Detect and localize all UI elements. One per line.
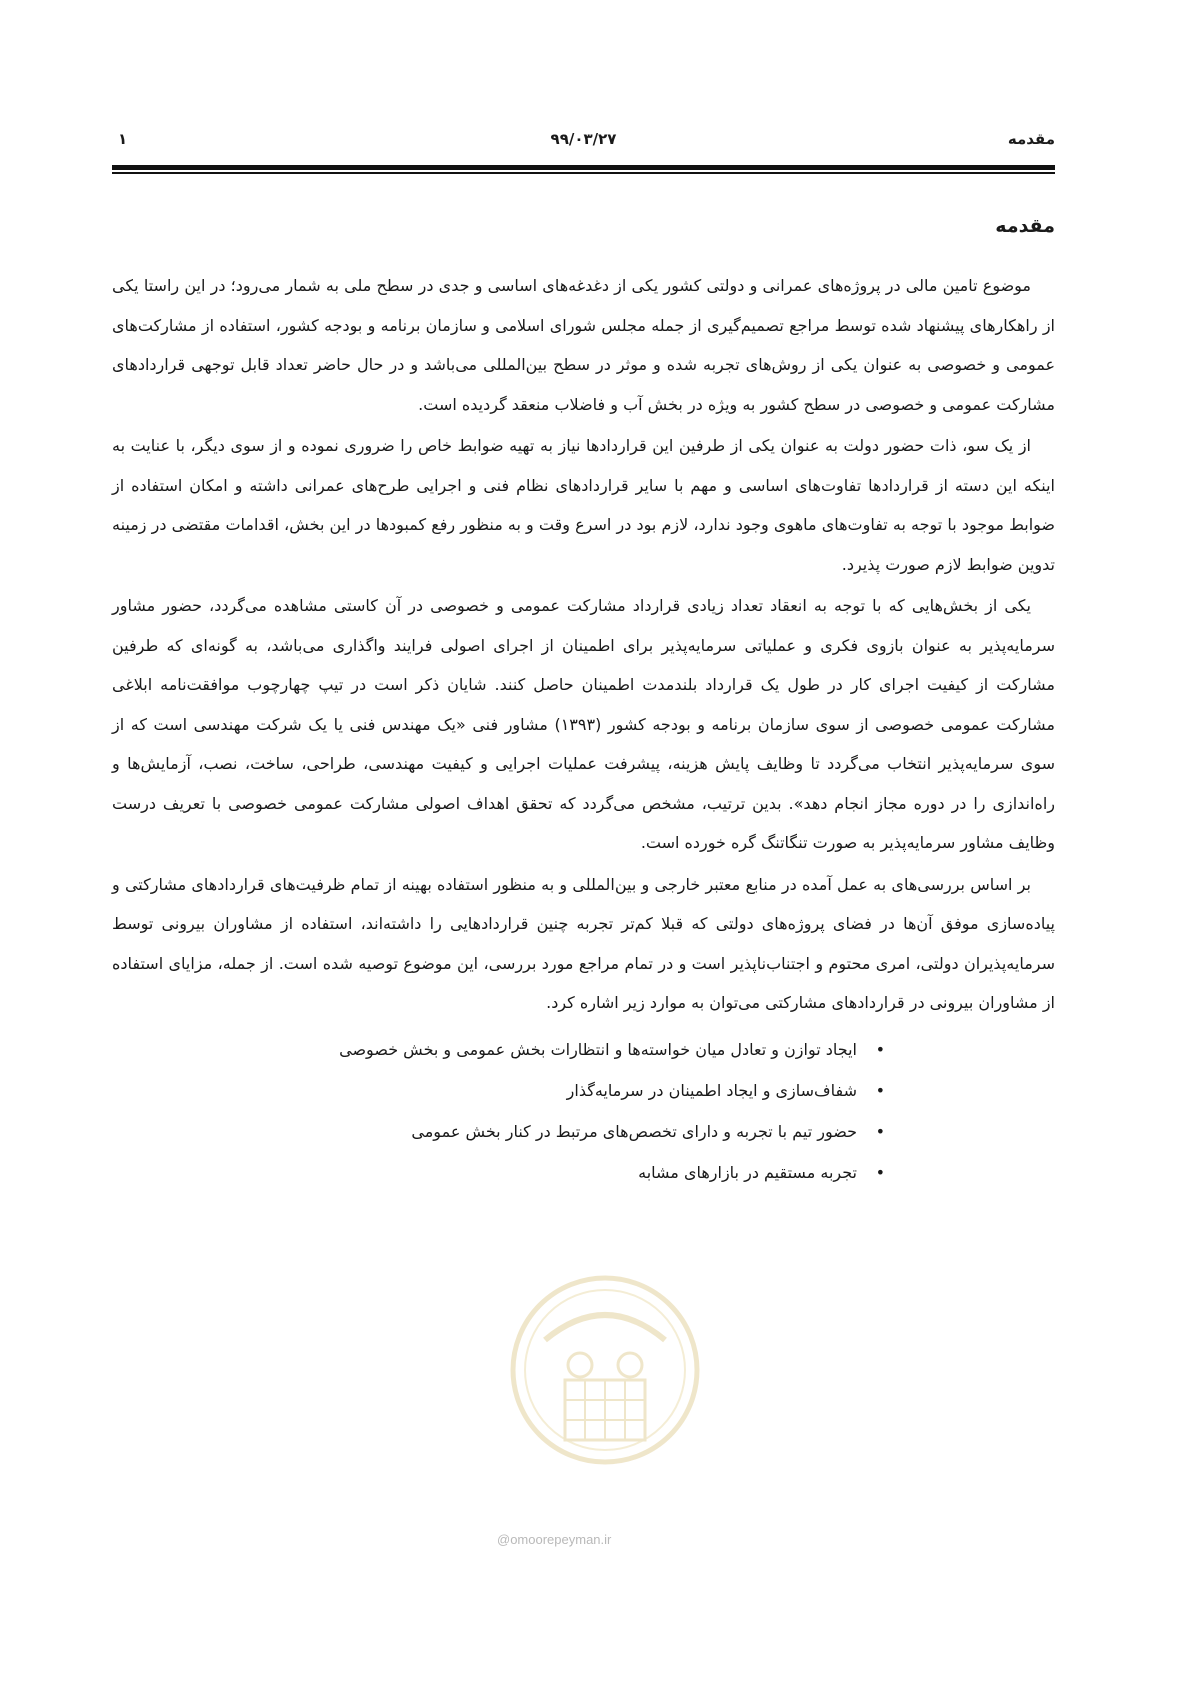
seal-logo-icon — [505, 1270, 705, 1480]
list-item-text: تجربه مستقیم در بازارهای مشابه — [638, 1162, 857, 1182]
header-date: ۹۹/۰۳/۲۷ — [550, 130, 617, 148]
header-page-number: ۱ — [118, 130, 128, 148]
paragraph: بر اساس بررسی‌های به عمل آمده در منابع معتبر خارجی و بین‌المللی و به منظور استفاده بهینه از تمام ظرفیت‌های قراردادهای مشارکتی و پیاده‌سازی موفق آن‌ها در فضای پروژه‌های دولتی که قبلا کم‌تر تجربه چنین قراردادهایی را داشته‌اند، استفاده از مشاوران بیرونی توسط سرمایه‌پذیران دولتی، امری محتوم و اجتناب‌ناپذیر است و در تمام مراجع مورد بررسی، این موضوع توصیه شده است. از جمله، مزایای استفاده از مشاوران بیرونی در قراردادهای مشارکتی می‌توان به موارد زیر اشاره کرد. — [112, 874, 1055, 1012]
bullet-icon: • — [875, 1080, 885, 1100]
main-content — [112, 212, 1055, 1193]
bullet-icon: • — [875, 1121, 885, 1141]
header-section-title: مقدمه — [1007, 130, 1055, 148]
paragraph: موضوع تامین مالی در پروژه‌های عمرانی و دولتی کشور یکی از دغدغه‌های اساسی و جدی در سطح ملی به شمار می‌رود؛ در این راستا یکی از راهکارهای پیشنهاد شده توسط مراجع تصمیم‌گیری از جمله مجلس شورای اسلامی و سازمان برنامه و بودجه کشور، استفاده از مشارکت‌های عمومی و خصوصی به عنوان یکی از روش‌های تجربه شده و موثر در سطح بین‌المللی می‌باشد و در حال حاضر تعداد قابل توجهی قراردادهای مشارکت عمومی و خصوصی در سطح کشور به ویژه در بخش آب و فاضلاب منعقد گردیده است. — [112, 276, 1055, 414]
watermark-text: @omoorepeyman.ir — [497, 1532, 612, 1547]
header-rule-thin — [112, 172, 1055, 174]
list-item — [112, 1029, 885, 1070]
list-item-text: شفاف‌سازی و ایجاد اطمینان در سرمایه‌گذار — [566, 1080, 857, 1100]
list-item-text: ایجاد توازن و تعادل میان خواسته‌ها و انتظارات بخش عمومی و بخش خصوصی — [339, 1039, 857, 1059]
bullet-icon: • — [875, 1039, 885, 1059]
header-rule-thick — [112, 165, 1055, 170]
advantages-list — [112, 1029, 1055, 1193]
list-item-text: حضور تیم با تجربه و دارای تخصص‌های مرتبط در کنار بخش عمومی — [411, 1121, 857, 1141]
list-item — [112, 1152, 885, 1193]
bullet-icon: • — [875, 1162, 885, 1182]
running-header — [112, 130, 1055, 154]
section-title: مقدمه — [995, 215, 1055, 237]
paragraph: از یک سو، ذات حضور دولت به عنوان یکی از طرفین این قراردادها نیاز به تهیه ضوابط خاص را ضروری نموده و از سوی دیگر، با عنایت به اینکه این دسته از قراردادها تفاوت‌های اساسی و مهم با سایر قراردادهای نظام فنی و اجرایی طرح‌های عمرانی داشته و امکان استفاده از ضوابط موجود با توجه به تفاوت‌های ماهوی وجود ندارد، لازم بود در اسرع وقت و به منظور رفع کمبودها در این بخش، اقدامات مقتضی در زمینه تدوین ضوابط لازم صورت پذیرد. — [112, 436, 1055, 574]
list-item — [112, 1111, 885, 1152]
paragraph: یکی از بخش‌هایی که با توجه به انعقاد تعداد زیادی قرارداد مشارکت عمومی و خصوصی در آن کاستی مشاهده می‌گردد، حضور مشاور سرمایه‌پذیر به عنوان بازوی فکری و عملیاتی سرمایه‌پذیر برای اطمینان از اجرای اصولی فرایند واگذاری می‌باشد، به گونه‌ای که طرفین مشارکت از کیفیت اجرای کار در طول یک قرارداد بلندمدت اطمینان حاصل کنند. شایان ذکر است در تیپ چهارچوب موافقت‌نامه ابلاغی مشارکت عمومی خصوصی از سوی سازمان برنامه و بودجه کشور (۱۳۹۳) مشاور فنی «یک مهندس فنی یا یک شرکت مهندسی است که از سوی سرمایه‌پذیر انتخاب می‌گردد تا وظایف پایش هزینه، پیشرفت عملیات اجرایی و کیفیت مهندسی، طراحی، ساخت، نصب، آزمایش‌ها و راه‌اندازی را در دوره مجاز انجام دهد». بدین ترتیب، مشخص می‌گردد که تحقق اهداف اصولی مشارکت عمومی خصوصی با تعریف درست وظایف مشاور سرمایه‌پذیر به صورت تنگاتنگ گره خورده است. — [112, 596, 1056, 852]
list-item — [112, 1070, 885, 1111]
